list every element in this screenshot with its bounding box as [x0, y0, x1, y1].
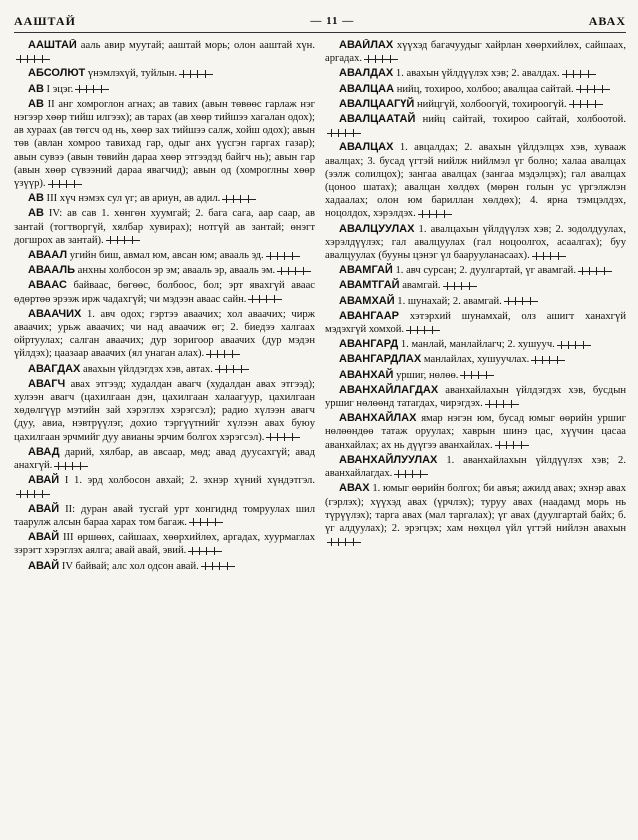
mongolian-script-glyph [504, 297, 538, 305]
entry-headword: АВАНХАЙ [339, 368, 394, 381]
entry-definition: авахын үйлдэгдэх хэв, автах. [83, 363, 213, 375]
dictionary-entry [325, 39, 626, 65]
dictionary-entry [325, 338, 626, 351]
left-column [14, 39, 315, 839]
entry-definition: нийц, тохироо, холбоо; авалцаа сайтай. [396, 83, 574, 95]
dictionary-entry [14, 39, 315, 65]
entry-headword: АВАНХАЙЛАХ [339, 412, 417, 425]
dictionary-entry [14, 249, 315, 262]
dictionary-entry [14, 531, 315, 557]
entry-definition: манлайлах, хушуучлах. [423, 354, 530, 366]
entry-headword: АВАМТГАЙ [339, 279, 400, 292]
entry-headword: АВАЙ [28, 559, 60, 572]
dictionary-entry [325, 454, 626, 480]
entry-definition: уршиг, нөлөө. [396, 369, 459, 381]
entry-headword: АВАМГАЙ [339, 264, 393, 277]
entry-headword: АВААЛЬ [28, 264, 75, 277]
entry-headword: АВАНГАРДЛАХ [339, 353, 422, 366]
mongolian-script-glyph [327, 129, 361, 137]
entry-definition: хүүхэд багачуудыг хайрлан хөөрхийлөх, сайшаах, аргадах. [325, 40, 626, 65]
entry-definition: 1. шунахай; 2. авамгай. [397, 295, 502, 307]
mongolian-script-glyph [179, 70, 213, 78]
mongolian-script-glyph [54, 462, 88, 470]
mongolian-script-glyph [266, 252, 300, 260]
mongolian-script-glyph [364, 55, 398, 63]
dictionary-entry [14, 192, 315, 205]
page-number: — 11 — [310, 15, 355, 27]
dictionary-entry [325, 141, 626, 220]
entry-definition: III хүч нэмэх сул үг; ав ариун, ав адил. [46, 193, 221, 205]
mongolian-script-glyph [16, 55, 50, 63]
dictionary-entry [14, 378, 315, 444]
entry-headword: АВАНХАЙЛУУЛАХ [339, 453, 438, 466]
entry-definition: 1. авч одох; гэртээ аваачих; хол аваачих; чирж аваачих; урьж аваачих; чи над аваачиж өг; 2. биедээ халгаах ойртуулах; салган аваачих; дур зоригоор аваачих (дур мэдэн үйлдэх); цаазаар аваачих (ял унаган алах). [14, 308, 315, 360]
mongolian-script-glyph [562, 70, 596, 78]
dictionary-entry [325, 384, 626, 410]
entry-headword: ААШТАЙ [28, 39, 77, 51]
mongolian-script-glyph [406, 326, 440, 334]
mongolian-script-glyph [576, 85, 610, 93]
right-column [325, 39, 626, 839]
mongolian-script-glyph [48, 180, 82, 188]
mongolian-script-glyph [188, 547, 222, 555]
entry-definition: угийн биш, авмал юм, авсан юм; авааль эд. [69, 250, 264, 262]
page-header [14, 10, 626, 33]
dictionary-entry [14, 308, 315, 361]
dictionary-entry [14, 207, 315, 247]
entry-definition: ааль авир муутай; ааштай морь; олон ааштай хүн. [80, 40, 315, 51]
entry-definition: II анг хомроглон агнах; ав тавих (авын төвөөс гарлаж нэг нэгээр хөөр тийш илгээх); ав тарах (ав хөөр тийшээ хагалан одох); ав хураах (ав төгсч од нь, хөөр зах тийшээ салж, хойш одох); авын төв (авлан хомроо тавихад гар, одыг анх үүсгэн гаргах газар); авын сувээ (авын төвийн дараа хөөр этгээдэд байгч нь); авын гар (авын хөөр сүвээний дараа явагчид); авын од (хомроглны хөөр үзүүр). [14, 98, 315, 190]
mongolian-script-glyph [248, 295, 282, 303]
entry-headword: АВАЙЛАХ [339, 39, 394, 51]
entry-headword: АВАМХАЙ [339, 294, 395, 307]
entry-headword: АВАНГААР [339, 309, 399, 322]
dictionary-entry [325, 310, 626, 336]
entry-definition: I 1. эрд холбосон авхай; 2. эхнэр хүний хүндэтгэл. [64, 475, 315, 487]
mongolian-script-glyph [222, 195, 256, 203]
entry-headword: АБСОЛЮТ [28, 67, 86, 80]
entry-headword: АВАЛЦАХ [339, 141, 394, 154]
dictionary-entry [14, 279, 315, 305]
mongolian-script-glyph [569, 100, 603, 108]
header-right-word: АВАХ [588, 13, 626, 28]
dictionary-entry [14, 560, 315, 573]
entry-definition: үнэмлэхүй, туйлын. [87, 68, 178, 80]
mongolian-script-glyph [206, 350, 240, 358]
entry-headword: АВ [28, 82, 44, 95]
entry-headword: АВАЛЦААГҮЙ [339, 97, 415, 110]
dictionary-entry [325, 353, 626, 366]
dictionary-entry [325, 113, 626, 139]
header-left-word: ААШТАЙ [14, 13, 76, 28]
mongolian-script-glyph [557, 341, 591, 349]
entry-definition: 1. манлай, манлайлагч; 2. хушууч. [400, 339, 555, 351]
entry-definition: анхны холбосон эр эм; авааль эр, авааль эм. [77, 265, 276, 277]
entry-headword: АВАЛЦАА [339, 82, 395, 95]
entry-definition: IV байвай; алс хол одсон авай. [61, 560, 199, 572]
mongolian-script-glyph [201, 562, 235, 570]
entry-headword: АВАЙ [28, 531, 60, 544]
dictionary-entry [14, 67, 315, 80]
entry-definition: нийц сайтай, тохироо сайтай, холбоотой. [422, 114, 626, 126]
mongolian-script-glyph [189, 518, 223, 526]
entry-definition: 1. авахын үйлдүүлэх хэв; 2. авалдах. [395, 68, 560, 80]
entry-definition: 1. авалцахын үйлдүүлэх хэв; 2. зодолдуулах, хэрэлдүүлэх; гал авалцуулах (гал ноцоолгох, асаалгах); буу авалцуулах (бууны цэнэг үл баарууланасаах). [325, 223, 626, 262]
entry-definition: авамгай. [402, 280, 441, 292]
dictionary-entry [325, 279, 626, 292]
mongolian-script-glyph [106, 236, 140, 244]
entry-definition: авах этгээд; худалдан авагч (худалдан авах этгээд); хулээн авагч (цахилгаан дэн, цахилгаан халаагуур, цахилгаан хөдөлгүүр мэтийн зай хэрэглэх хэрэгсэл); радио хүлээн авагч (дуу, авиа, нэвтрүүлэг, дохио тэргүүтнийг хүлээн авах буюу цахилгаан эрчмийг дуу авианы эрчим болгох хэрэгсэл). [14, 378, 315, 443]
entry-definition: байваас, бөгөөс, болбоос, бол; эрт явахгүй аваас өдөртөө эрээж ирж чадахгүй; чи мэдээн аваас сайн. [14, 280, 315, 305]
dictionary-entry [325, 369, 626, 382]
entry-definition: дарий, хялбар, ав авсаар, мөд; авад дуусахгүй; авад анахгүй. [14, 446, 315, 472]
mongolian-script-glyph [394, 470, 428, 478]
entry-headword: АВАЙ [28, 502, 60, 515]
entry-headword: АВАЛДАХ [339, 67, 394, 80]
entry-definition: нийцгүй, холбоогүй, тохироогүй. [416, 98, 567, 110]
entry-headword: АВАЛЦУУЛАХ [339, 222, 415, 235]
mongolian-script-glyph [485, 400, 519, 408]
entry-definition: хэтэрхий шунамхай, олз ашигт ханахгүй мэдэхгүй хомхой. [325, 310, 626, 336]
entry-definition: ямар нэгэн юм, бусад юмыг өөрийн уршиг нөлөөндөө татаж оруулах; хаврын шинэ цас, хүүчин цасаа аванхайлах; ах нь дүүгээ аванхайлах. [325, 413, 626, 451]
dictionary-entry [14, 264, 315, 277]
dictionary-entry [325, 67, 626, 80]
mongolian-script-glyph [215, 365, 249, 373]
entry-definition: 1. авч сурсан; 2. дуулгартай, үг авамгай. [395, 265, 576, 277]
entry-definition: 1. авцалдах; 2. авахын үйлдэлцэх хэв, хувааж авалцах; 3. бусад үгтэй нийлж нийлмэл үг болно; халаа авалцах (ээлж солилцох); зангаа авалцах (зангаа мэдэлцэх); гал авалцах (цоноо шатах); авалцан хөлдөх (мөрөн голын ус үргэлжлэн хадаалах; олон юм бариллан хөлдөх); 4. ярна тэмцэлдэх, ноцолдох, хэрэлдэх. [325, 142, 626, 220]
entry-headword: АВАХ [339, 482, 370, 495]
entry-headword: АВАЙ [28, 474, 60, 487]
dictionary-entry [14, 83, 315, 96]
entry-definition: III өршөөх, сайшаах, хөөрхийлөх, аргадах, хуурмаглах зэрэгт хэрэглэх аялга; авай авай, эвий. [14, 532, 315, 557]
mongolian-script-glyph [418, 210, 452, 218]
dictionary-entry [325, 482, 626, 548]
dictionary-entry [325, 264, 626, 277]
entry-definition: I эцэг. [46, 83, 74, 95]
mongolian-script-glyph [578, 267, 612, 275]
entry-headword: АВ [28, 192, 44, 205]
mongolian-script-glyph [443, 282, 477, 290]
dictionary-entry [325, 83, 626, 96]
dictionary-entry [325, 295, 626, 308]
entry-headword: АВААЛ [28, 249, 68, 262]
dictionary-entry [325, 412, 626, 452]
dictionary-entry [14, 474, 315, 500]
entry-definition: 1. юмыг өөрийн болгох; би авъя; ажилд авах; эхнэр авах (гэрлэх); хүүхэд авах (үрчлэх); туруу авах (наадамд морь нь түрүүлэх); тарга авах (мал таргалах); үг авах (дуулгартай байх; б. үг алдуулах); 2. эрэгцэх; хам нөхцөл үйл үгтэй нийлэн авахын [325, 483, 626, 534]
entry-definition: II: дуран авай тусгай урт хонгиднд томруулах шил таарулж алсын бараа харах том багаж. [14, 503, 315, 528]
mongolian-script-glyph [531, 356, 565, 364]
entry-headword: АВАГЧ [28, 377, 66, 390]
mongolian-script-glyph [277, 267, 311, 275]
entry-headword: АВАЛЦААТАЙ [339, 113, 416, 126]
entry-headword: АВАД [28, 445, 60, 458]
mongolian-script-glyph [495, 441, 529, 449]
mongolian-script-glyph [327, 538, 361, 546]
dictionary-entry [325, 223, 626, 263]
entry-headword: АВАНХАЙЛАГДАХ [339, 383, 439, 396]
dictionary-entry [14, 503, 315, 529]
dictionary-entry [325, 98, 626, 111]
entry-definition: IV: ав сав 1. хөнгөн хуумгай; 2. бага сага, аар саар, ав зантай (тогтворгүй, хялбар хувирах); нотгүй ав зантай; өнэгт догшрох ав зантай). [14, 208, 315, 246]
entry-headword: АВАГДАХ [28, 362, 81, 375]
entry-definition: аванхайлахын үйлдэгдэх хэв, бусдын уршиг нөлөөнд татагдах, чирэгдэх. [325, 384, 626, 410]
entry-headword: АВ [28, 207, 44, 220]
dictionary-entry [14, 98, 315, 190]
mongolian-script-glyph [75, 85, 109, 93]
mongolian-script-glyph [266, 433, 300, 441]
entry-headword: АВААЧИХ [28, 307, 82, 320]
mongolian-script-glyph [16, 490, 50, 498]
entry-headword: АВ [28, 97, 44, 110]
dictionary-entry [14, 363, 315, 376]
mongolian-script-glyph [460, 371, 494, 379]
entry-headword: АВАНГАРД [339, 338, 399, 351]
entry-definition: 1. аванхайлахын үйлдүүлэх хэв; 2. аванхайлагдах. [325, 454, 626, 480]
dictionary-entry [14, 446, 315, 472]
entry-headword: АВААС [28, 279, 67, 292]
mongolian-script-glyph [532, 252, 566, 260]
